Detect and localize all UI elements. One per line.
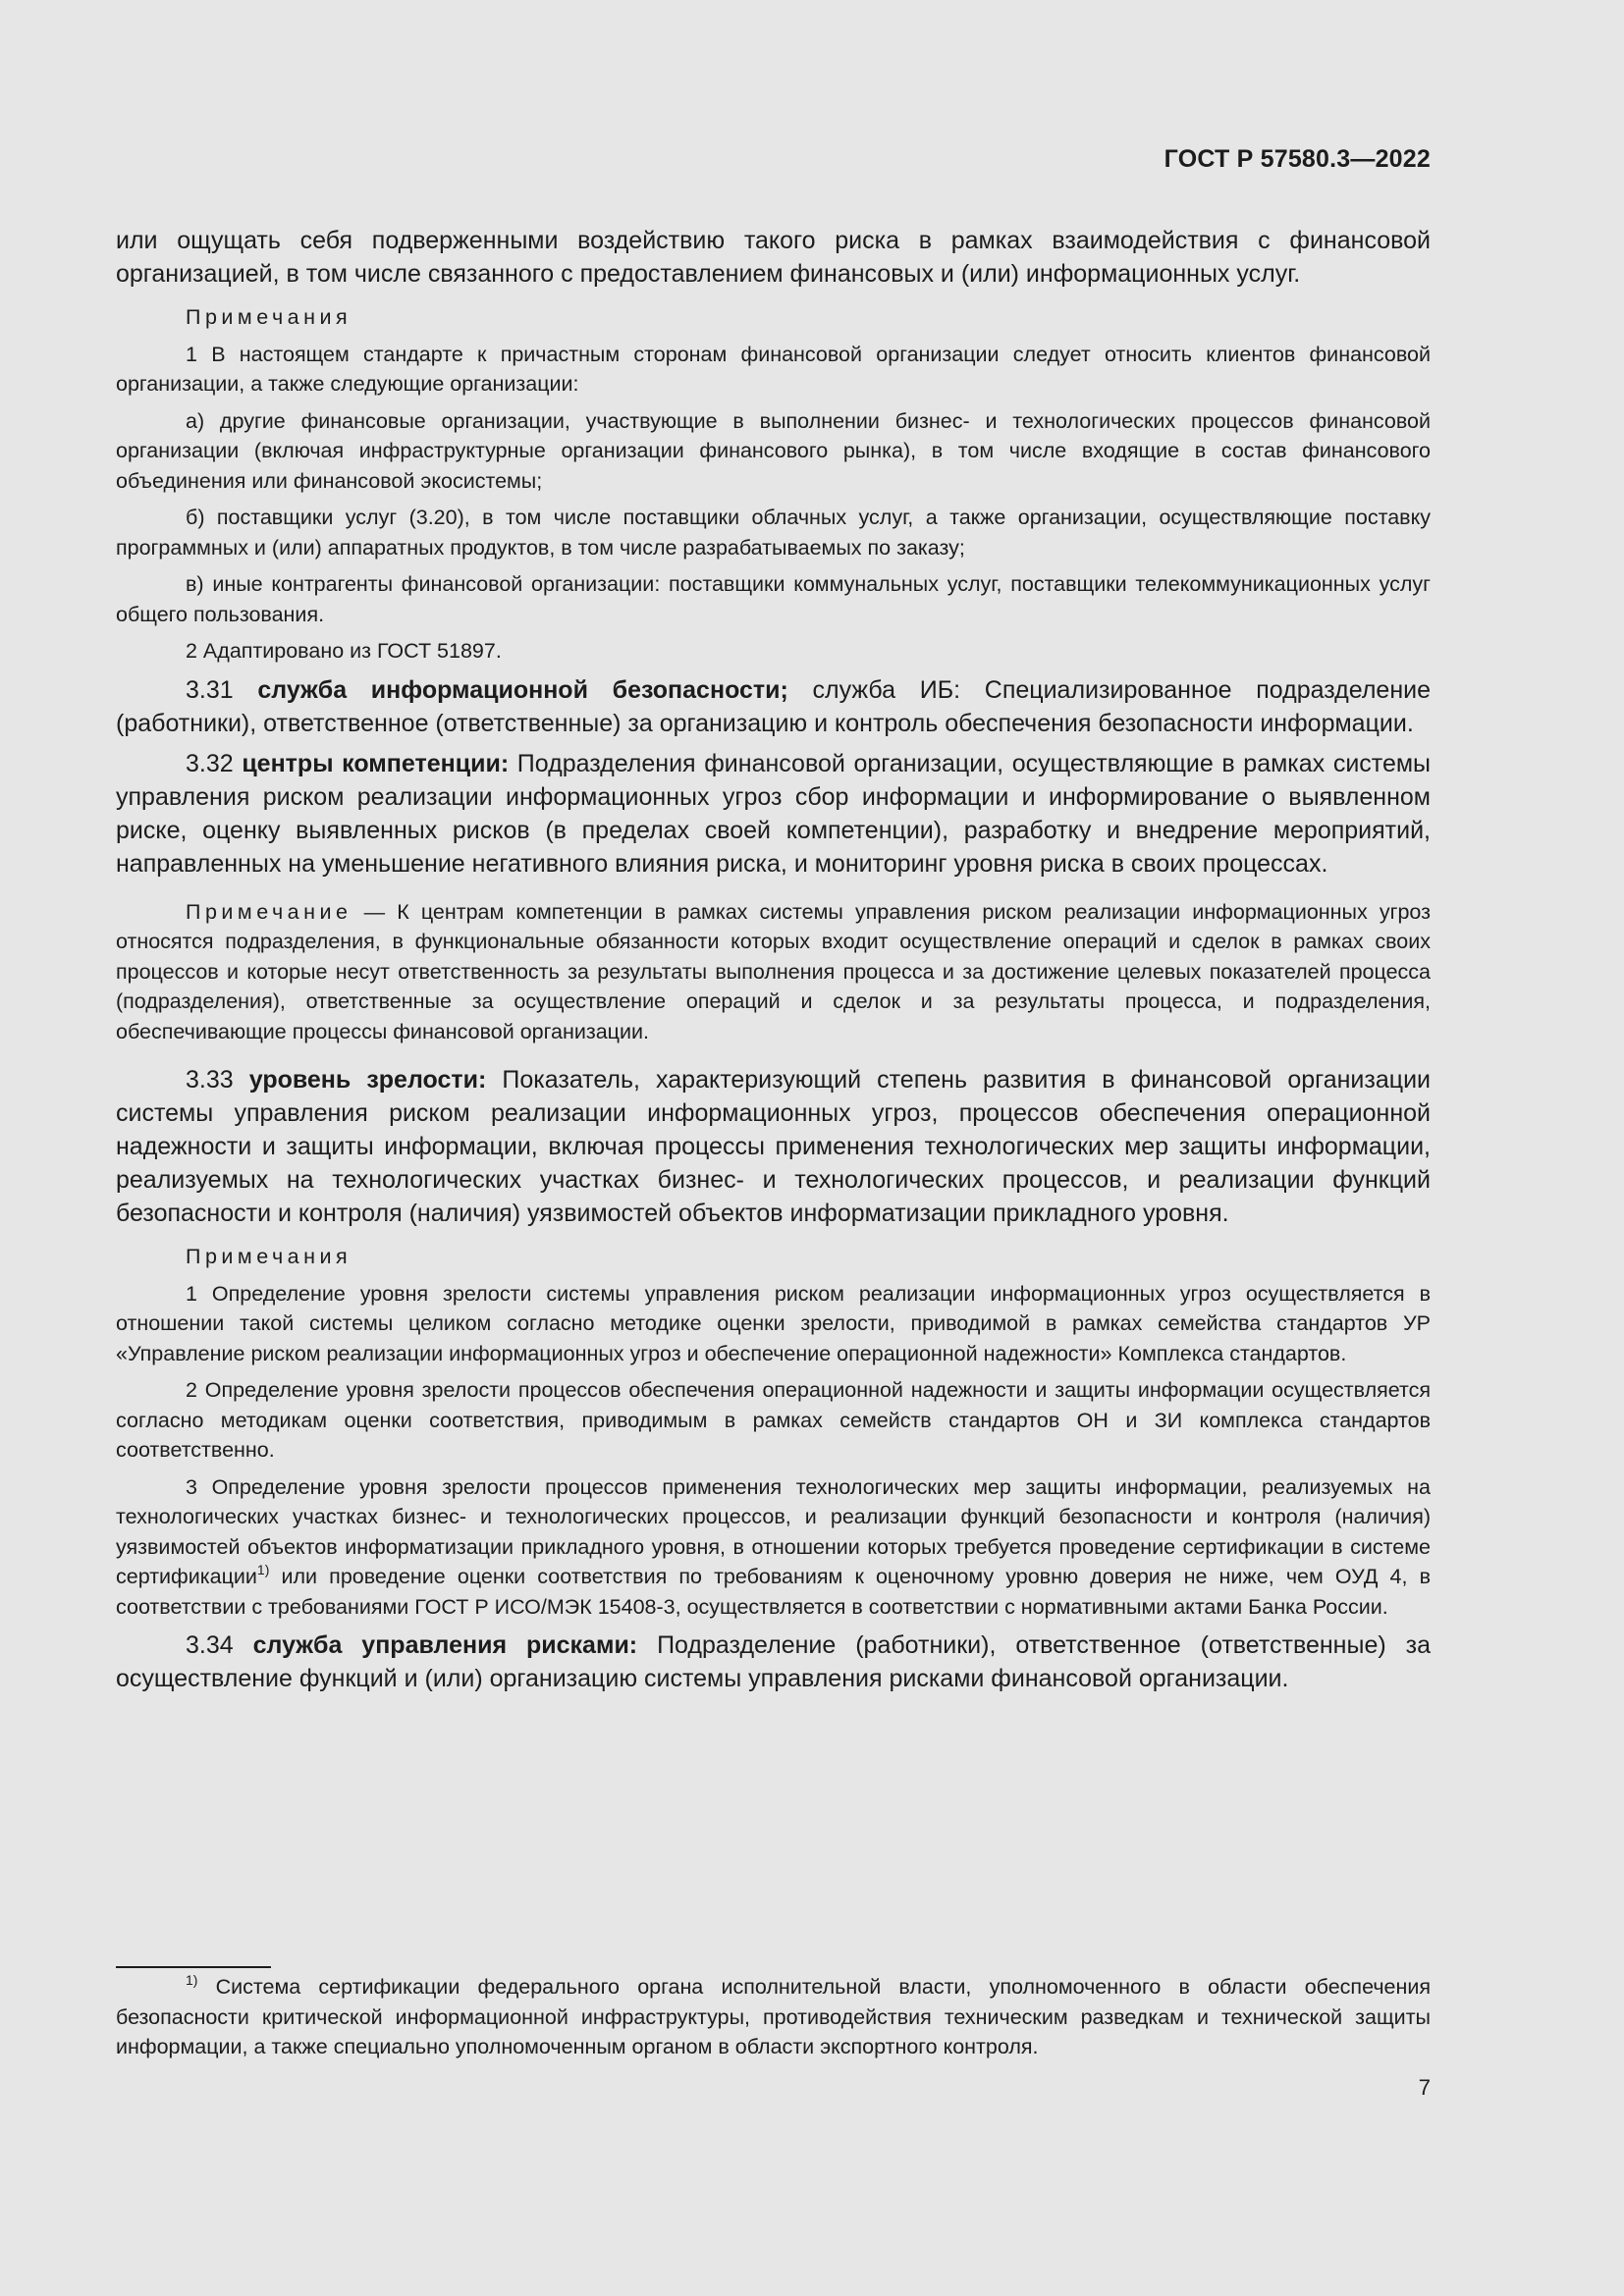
footnote-body: Система сертификации федерального органа исполнительной власти, уполномоченного в области обеспечения безопасности критической информационной инфраструктуры, противодействия техническим разведкам и технической защиты информации, а также специально уполномоченным органом в области экспортного контроля. (116, 1975, 1431, 2058)
term-entry-3-34 (116, 1629, 1431, 1695)
term-name: центры компетенции: (242, 749, 510, 777)
note-list-item: б) поставщики услуг (3.20), в том числе поставщики облачных услуг, а также организации, осуществляющие поставку программных и (или) аппаратных продуктов, в том числе разрабатываемых по заказу; (116, 506, 1431, 560)
term-number: 3.32 (186, 749, 234, 777)
term-entry-3-31 (116, 673, 1431, 740)
note-text: 3 Определение уровня зрелости процессов применения технологических мер защиты информации, реализуемых на технологических участках бизнес- и технологических процессов, и реализации функций безопасности и контроля (наличия) уязвимостей объектов информатизации прикладного уровня, в отношении которых требуется проведение сертификации в системе сертификации (116, 1474, 1431, 1588)
note-paragraph: 2 Адаптировано из ГОСТ 51897. (186, 639, 502, 663)
footnote (116, 1972, 1431, 2062)
note-list-item: а) другие финансовые организации, участвующие в выполнении бизнес- и технологических процессов финансовой организации (включая инфраструктурные организации финансового рынка), в том числе входящие в состав финансового объединения или финансовой экосистемы; (116, 408, 1431, 493)
term-definition: служба ИБ: Специализированное подразделение (работники), ответственное (ответственные) за организацию и контроль обеспечения безопасности информации. (116, 675, 1432, 737)
note-text: — К центрам компетенции в рамках системы управления риском реализации информационных угроз относятся подразделения, в функциональные обязанности которых входит осуществление операций и сделок в рамках своих процессов и которые несут ответственность за результаты выполнения процесса и за достижение целевых показателей процесса (подразделения), ответственные за осуществление операций и сделок и за результаты процесса, и подразделения, обеспечивающие процессы финансовой организации. (116, 899, 1431, 1043)
note-text: или проведение оценки соответствия по требованиям к оценочному уровню доверия не ниже, чем ОУД 4, в соответствии с требованиями ГОСТ Р ИСО/МЭК 15408-3, осуществляется в соответствии с нормативными актами Банка России. (116, 1565, 1431, 1619)
term-definition: Подразделения финансовой организации, осуществляющие в рамках системы управления риском реализации информационных угроз сбор информации и информирование о выявленном риске, оценку выявленных рисков (в пределах своей компетенции), разработку и внедрение мероприятий, направленных на уменьшение негативного влияния риска, и мониторинг уровня риска в своих процессах. (116, 749, 1432, 878)
document-code-header: ГОСТ Р 57580.3—2022 (1164, 145, 1431, 173)
notes-heading: Примечания (186, 1245, 352, 1268)
term-name: уровень зрелости: (248, 1066, 487, 1094)
term-note (116, 897, 1431, 1047)
footnote-reference[interactable]: 1) (256, 1562, 270, 1577)
term-name: служба управления рисками: (252, 1631, 638, 1659)
term-number: 3.31 (186, 675, 234, 704)
note-list-item: в) иные контрагенты финансовой организации: поставщики коммунальных услуг, поставщики телекоммуникационных услуг общего пользования. (116, 572, 1431, 626)
note-label: Примечание (186, 899, 352, 924)
footnote-text (116, 1972, 1431, 2062)
note-paragraph (116, 1472, 1431, 1623)
term-entry-3-33 (116, 1063, 1431, 1230)
term-definition: Показатель, характеризующий степень развития в финансовой организации системы управления риском реализации информационных угроз, процессов обеспечения операционной надежности и защиты информации, включая процессы применения технологических мер защиты информации, реализуемых на технологических участках бизнес- и технологических процессов, и реализации функций безопасности и контроля (наличия) уязвимостей объектов информатизации прикладного уровня. (116, 1066, 1431, 1227)
note-paragraph: 1 В настоящем стандарте к причастным сторонам финансовой организации следует относить клиентов финансовой организации, а также следующие организации: (116, 342, 1431, 396)
document-body (116, 224, 1431, 1695)
notes-heading: Примечания (186, 305, 352, 329)
term-number: 3.34 (186, 1631, 234, 1659)
term-entry-3-32 (116, 747, 1431, 881)
note-paragraph: 2 Определение уровня зрелости процессов обеспечения операционной надежности и защиты информации осуществляется согласно методикам оценки соответствия, приводимым в рамках семейств стандартов ОН и ЗИ комплекса стандартов соответственно. (116, 1378, 1431, 1462)
footnote-marker: 1) (186, 1972, 198, 1988)
page-number: 7 (1418, 2075, 1431, 2100)
term-name: служба информационной безопасности; (257, 675, 788, 704)
term-definition: Подразделение (работники), ответственное (ответственные) за осуществление функций и (или) организацию системы управления рисками финансовой организации. (116, 1631, 1431, 1692)
term-number: 3.33 (186, 1066, 234, 1094)
note-paragraph: 1 Определение уровня зрелости системы управления риском реализации информационных угроз осуществляется в отношении такой системы целиком согласно методике оценки зрелости, приводимой в рамках семейства стандартов УР «Управление риском реализации информационных угроз и обеспечение операционной надежности» Комплекса стандартов. (116, 1281, 1431, 1365)
footnote-divider (116, 1966, 271, 1968)
intro-paragraph: или ощущать себя подверженными воздействию такого риска в рамках взаимодействия с финансовой организацией, в том числе связанного с предоставлением финансовых и (или) информационных услуг. (116, 227, 1431, 288)
